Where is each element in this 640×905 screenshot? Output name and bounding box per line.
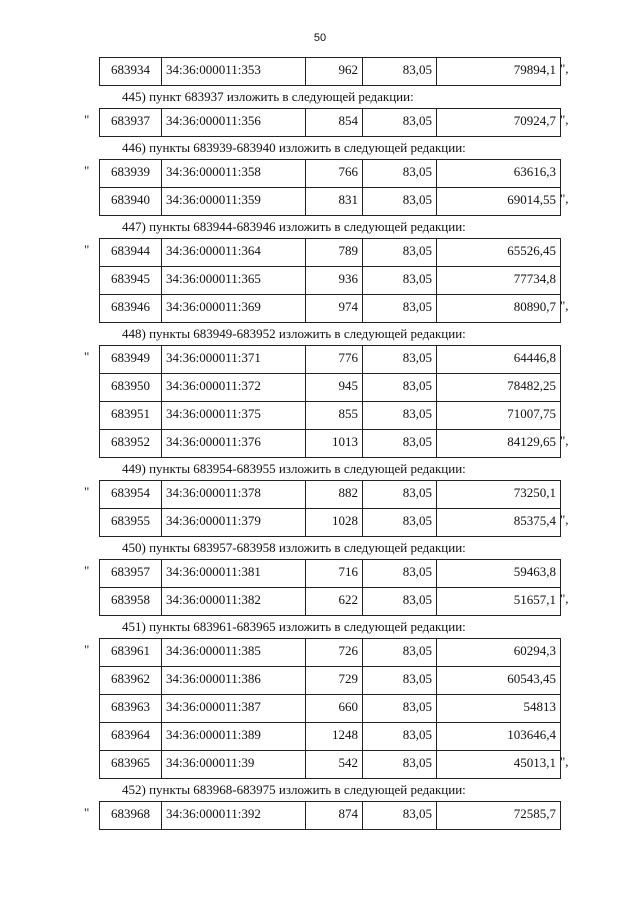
value-cell: 103646,4 [437,723,561,751]
value-cell: 60294,3 [437,639,561,667]
value-cell: 63616,3 [437,160,561,188]
cadastral-number-cell: 34:36:000011:359 [162,188,306,216]
rate-cell: 83,05 [363,239,437,267]
table-row [100,160,561,188]
rate-cell: 83,05 [363,160,437,188]
area-cell: 855 [306,402,363,430]
opening-quote: " [84,112,90,127]
record-number-cell: 683955 [100,509,162,537]
data-table [99,108,561,137]
opening-quote: " [84,163,90,178]
section-heading: 450) пункты 683957-683958 изложить в следующей редакции: [122,540,466,555]
rate-cell: 83,05 [363,560,437,588]
value-cell: 64446,8 [437,346,561,374]
section-heading: 452) пункты 683968-683975 изложить в следующей редакции: [122,782,466,797]
closing-quote: ", [560,512,569,527]
cadastral-number-cell: 34:36:000011:369 [162,295,306,323]
rate-cell: 83,05 [363,295,437,323]
section-table-wrapper [0,345,640,458]
area-cell: 622 [306,588,363,616]
value-cell: 77734,8 [437,267,561,295]
area-cell: 936 [306,267,363,295]
opening-quote: " [84,805,90,820]
record-number-cell: 683934 [100,58,162,86]
section-heading: 449) пункты 683954-683955 изложить в следующей редакции: [122,461,466,476]
cadastral-number-cell: 34:36:000011:379 [162,509,306,537]
table-row [100,509,561,537]
table-row [100,802,561,830]
table-row [100,267,561,295]
table-row [100,723,561,751]
value-cell: 54813 [437,695,561,723]
opening-quote: " [84,349,90,364]
value-cell: 80890,7 [437,295,561,323]
cadastral-number-cell: 34:36:000011:378 [162,481,306,509]
document-body [0,57,640,830]
area-cell: 716 [306,560,363,588]
data-table [99,559,561,616]
section-heading: 447) пункты 683944-683946 изложить в следующей редакции: [122,219,466,234]
rate-cell: 83,05 [363,267,437,295]
value-cell: 73250,1 [437,481,561,509]
section-table-wrapper [0,159,640,216]
rate-cell: 83,05 [363,751,437,779]
opening-quote: " [84,642,90,657]
cadastral-number-cell: 34:36:000011:365 [162,267,306,295]
cadastral-number-cell: 34:36:000011:39 [162,751,306,779]
value-cell: 79894,1 [437,58,561,86]
value-cell: 85375,4 [437,509,561,537]
cadastral-number-cell: 34:36:000011:386 [162,667,306,695]
record-number-cell: 683937 [100,109,162,137]
rate-cell: 83,05 [363,639,437,667]
record-number-cell: 683958 [100,588,162,616]
record-number-cell: 683951 [100,402,162,430]
table-row [100,374,561,402]
rate-cell: 83,05 [363,109,437,137]
opening-quote: " [84,484,90,499]
cadastral-number-cell: 34:36:000011:358 [162,160,306,188]
area-cell: 542 [306,751,363,779]
rate-cell: 83,05 [363,58,437,86]
cadastral-number-cell: 34:36:000011:375 [162,402,306,430]
record-number-cell: 683945 [100,267,162,295]
section-heading: 448) пункты 683949-683952 изложить в следующей редакции: [122,326,466,341]
value-cell: 70924,7 [437,109,561,137]
record-number-cell: 683957 [100,560,162,588]
value-cell: 78482,25 [437,374,561,402]
cadastral-number-cell: 34:36:000011:356 [162,109,306,137]
table-row [100,481,561,509]
table-row [100,430,561,458]
area-cell: 962 [306,58,363,86]
rate-cell: 83,05 [363,802,437,830]
area-cell: 874 [306,802,363,830]
value-cell: 72585,7 [437,802,561,830]
table-row [100,639,561,667]
rate-cell: 83,05 [363,430,437,458]
record-number-cell: 683950 [100,374,162,402]
cadastral-number-cell: 34:36:000011:372 [162,374,306,402]
area-cell: 831 [306,188,363,216]
section-table-wrapper [0,638,640,779]
area-cell: 1248 [306,723,363,751]
record-number-cell: 683952 [100,430,162,458]
section-table-wrapper [0,480,640,537]
closing-quote: ", [560,298,569,313]
cadastral-number-cell: 34:36:000011:387 [162,695,306,723]
data-table [99,238,561,323]
area-cell: 882 [306,481,363,509]
rate-cell: 83,05 [363,481,437,509]
data-table [99,345,561,458]
value-cell: 59463,8 [437,560,561,588]
table-row [100,588,561,616]
area-cell: 766 [306,160,363,188]
value-cell: 84129,65 [437,430,561,458]
table-row [100,58,561,86]
data-table [99,159,561,216]
record-number-cell: 683946 [100,295,162,323]
data-table [99,57,561,86]
rate-cell: 83,05 [363,402,437,430]
table-row [100,560,561,588]
rate-cell: 83,05 [363,723,437,751]
closing-quote: ", [560,433,569,448]
closing-quote: ", [560,191,569,206]
section-table-wrapper [0,108,640,137]
table-row [100,695,561,723]
table-row [100,295,561,323]
record-number-cell: 683965 [100,751,162,779]
rate-cell: 83,05 [363,374,437,402]
record-number-cell: 683964 [100,723,162,751]
area-cell: 974 [306,295,363,323]
table-row [100,109,561,137]
data-table [99,801,561,830]
value-cell: 65526,45 [437,239,561,267]
rate-cell: 83,05 [363,667,437,695]
table-row [100,751,561,779]
opening-quote: " [84,242,90,257]
section-table-wrapper [0,559,640,616]
area-cell: 1028 [306,509,363,537]
value-cell: 51657,1 [437,588,561,616]
cadastral-number-cell: 34:36:000011:392 [162,802,306,830]
cadastral-number-cell: 34:36:000011:385 [162,639,306,667]
closing-quote: ", [560,591,569,606]
area-cell: 1013 [306,430,363,458]
value-cell: 45013,1 [437,751,561,779]
cadastral-number-cell: 34:36:000011:364 [162,239,306,267]
data-table [99,638,561,779]
record-number-cell: 683962 [100,667,162,695]
rate-cell: 83,05 [363,346,437,374]
closing-quote: ", [560,61,569,76]
table-row [100,239,561,267]
section-table-wrapper [0,57,640,86]
closing-quote: ", [560,754,569,769]
cadastral-number-cell: 34:36:000011:371 [162,346,306,374]
record-number-cell: 683939 [100,160,162,188]
area-cell: 854 [306,109,363,137]
cadastral-number-cell: 34:36:000011:381 [162,560,306,588]
area-cell: 776 [306,346,363,374]
table-row [100,402,561,430]
page-number: 50 [313,32,327,44]
rate-cell: 83,05 [363,509,437,537]
record-number-cell: 683949 [100,346,162,374]
record-number-cell: 683944 [100,239,162,267]
rate-cell: 83,05 [363,188,437,216]
value-cell: 69014,55 [437,188,561,216]
area-cell: 726 [306,639,363,667]
area-cell: 945 [306,374,363,402]
table-row [100,346,561,374]
record-number-cell: 683954 [100,481,162,509]
section-table-wrapper [0,801,640,830]
table-row [100,667,561,695]
rate-cell: 83,05 [363,695,437,723]
section-heading: 446) пункты 683939-683940 изложить в следующей редакции: [122,140,466,155]
area-cell: 729 [306,667,363,695]
cadastral-number-cell: 34:36:000011:382 [162,588,306,616]
table-row [100,188,561,216]
section-table-wrapper [0,238,640,323]
value-cell: 60543,45 [437,667,561,695]
cadastral-number-cell: 34:36:000011:376 [162,430,306,458]
rate-cell: 83,05 [363,588,437,616]
cadastral-number-cell: 34:36:000011:389 [162,723,306,751]
section-heading: 445) пункт 683937 изложить в следующей редакции: [122,89,414,104]
record-number-cell: 683963 [100,695,162,723]
cadastral-number-cell: 34:36:000011:353 [162,58,306,86]
opening-quote: " [84,563,90,578]
area-cell: 789 [306,239,363,267]
section-heading: 451) пункты 683961-683965 изложить в следующей редакции: [122,619,466,634]
record-number-cell: 683968 [100,802,162,830]
record-number-cell: 683961 [100,639,162,667]
data-table [99,480,561,537]
value-cell: 71007,75 [437,402,561,430]
closing-quote: ", [560,112,569,127]
area-cell: 660 [306,695,363,723]
record-number-cell: 683940 [100,188,162,216]
